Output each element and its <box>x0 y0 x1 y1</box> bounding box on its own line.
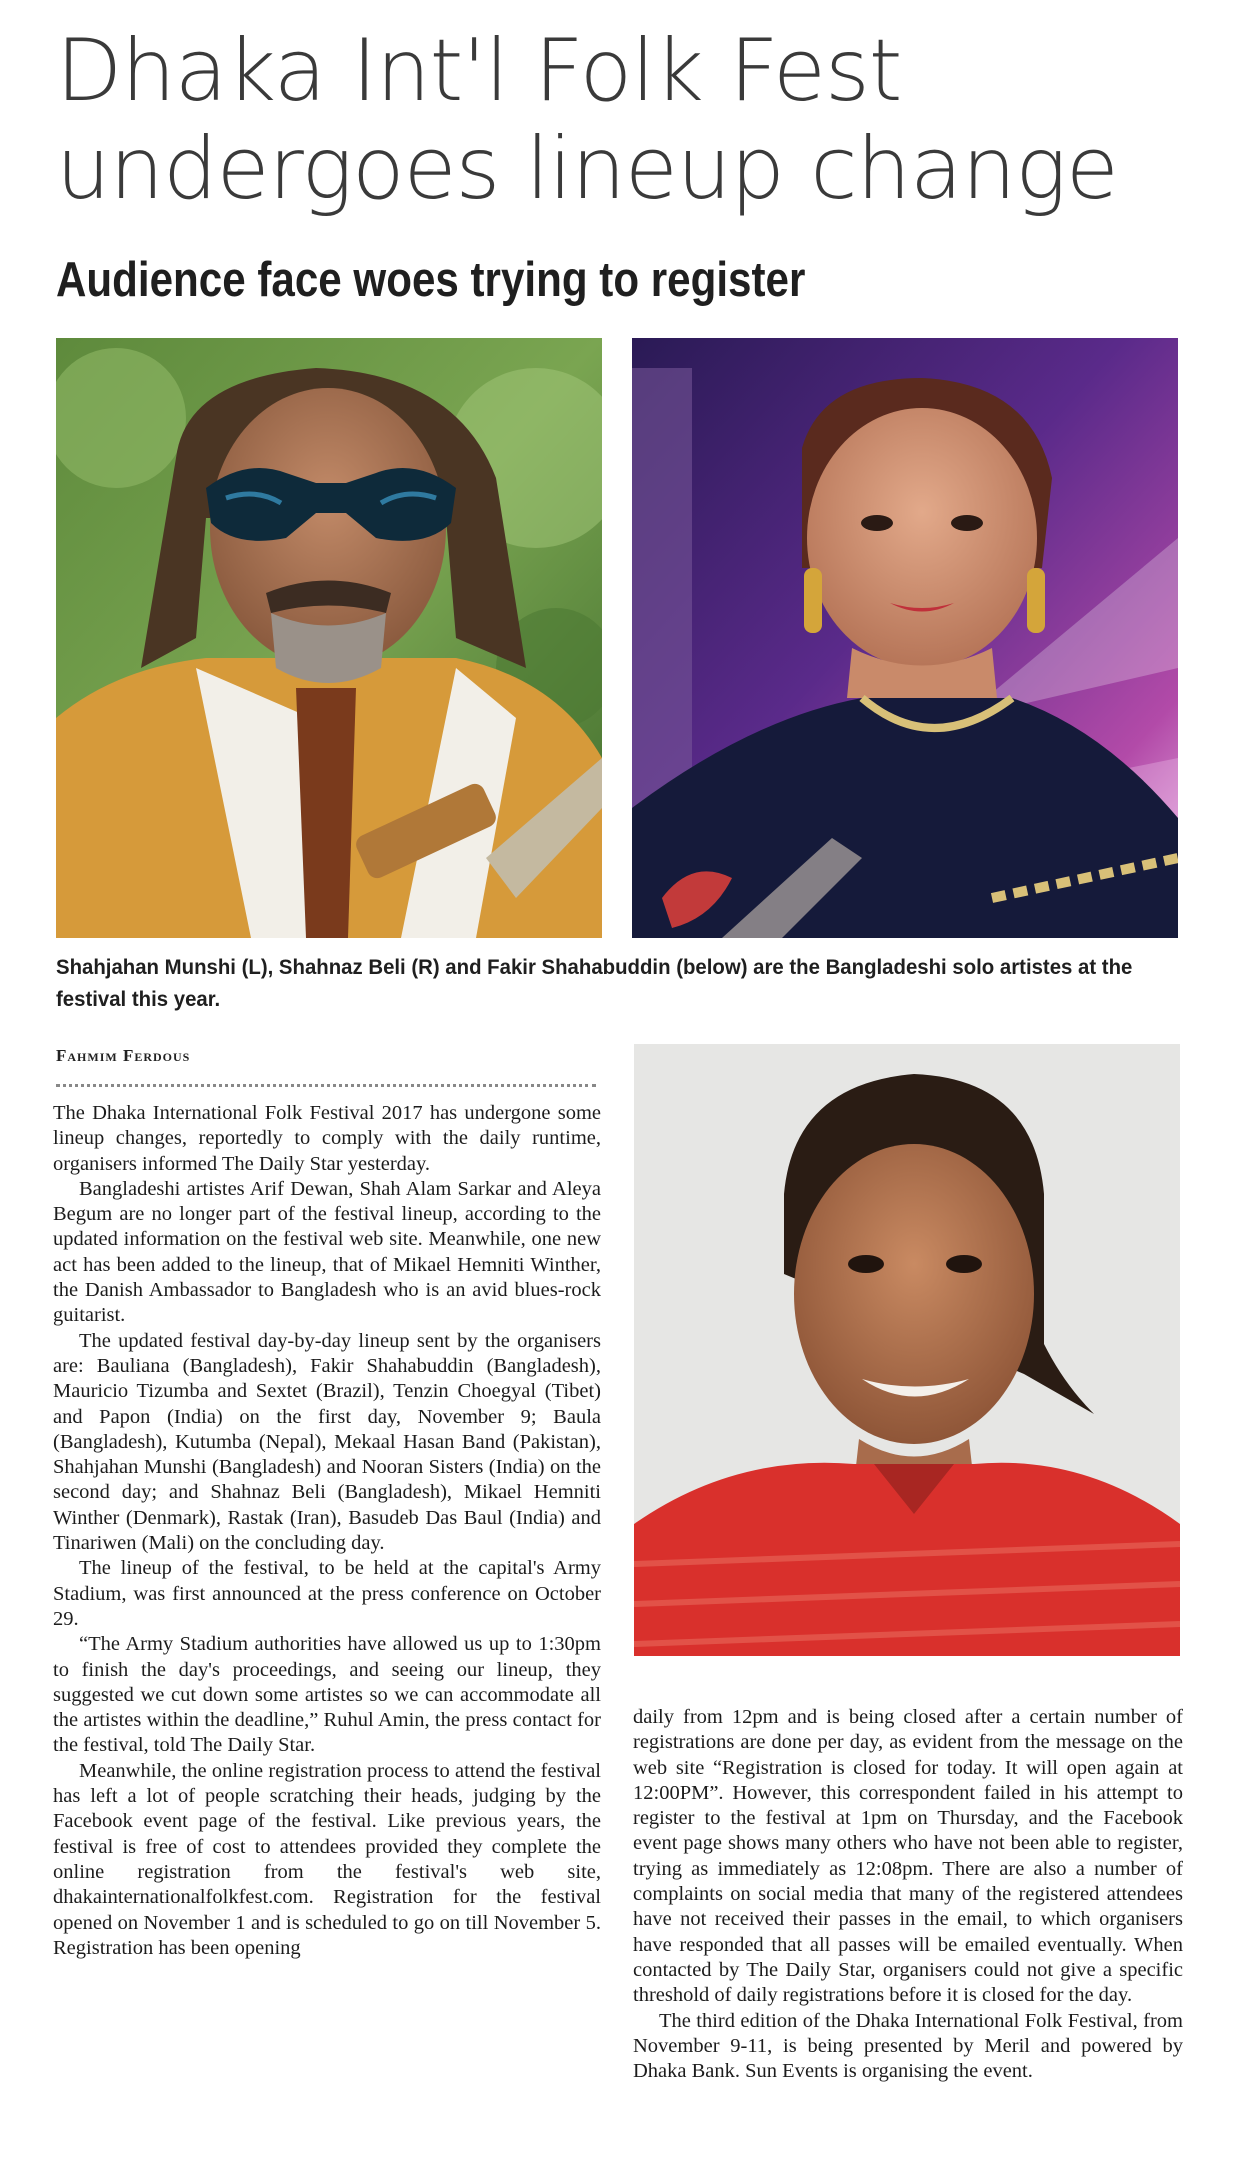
headline-line-1: Dhaka Int'l Folk Fest <box>56 21 902 121</box>
body-paragraph: The third edition of the Dhaka International Folk Festival, from November 9-11, is being presented by Meril and powered by Dhaka Bank. Sun Events is organising the event. <box>633 2009 1183 2083</box>
body-paragraph: The updated festival day-by-day lineup sent by the organisers are: Bauliana (Bangladesh), Fakir Shahabuddin (Bangladesh), Mauricio Tizumba and Sextet (Brazil), Tenzin Choegyal (Tibet) and Papon (India) on the first day, November 9; Baula (Bangladesh), Kutumba (Nepal), Mekaal Hasan Band (Pakistan), Shahjahan Munshi (Bangladesh) and Nooran Sisters (India) on the second day; and Shahnaz Beli (Bangladesh), Mikael Hemniti Winther (Denmark), Rastak (Iran), Basudeb Das Baul (India) and Tinariwen (Mali) on the concluding day. <box>53 1329 601 1555</box>
body-paragraph: Bangladeshi artistes Arif Dewan, Shah Alam Sarkar and Aleya Begum are no longer part of the festival lineup, according to the updated information on the festival web site. Meanwhile, one new act has been added to the lineup, that of Mikael Hemniti Winther, the Danish Ambassador to Bangladesh who is an avid blues-rock guitarist. <box>53 1177 601 1327</box>
byline-divider <box>56 1084 596 1087</box>
body-paragraph: The lineup of the festival, to be held at the capital's Army Stadium, was first announced at the press conference on October 29. <box>53 1557 601 1630</box>
photo-left-image <box>56 338 602 938</box>
photo-right <box>632 338 1178 938</box>
photo-right-image <box>632 338 1178 938</box>
body-paragraph: daily from 12pm and is being closed after a certain number of registrations are done per day, as evident from the message on the web site “Registration is closed for today. It will open again at 12:00PM”. However, this correspondent failed in his attempt to register to the festival at 1pm on Thursday, and the Facebook event page shows many others who have not been able to register, trying as immediately as 12:08pm. There are also a number of complaints on social media that many of the registered attendees have not received their passes in the email, to which organisers have responded that all passes will be emailed eventually. When contacted by The Daily Star, organisers could not give a specific threshold of daily registrations before it is closed for the day. <box>633 1706 1183 2007</box>
photo-lower-image <box>634 1044 1180 1656</box>
body-paragraph: Meanwhile, the online registration process to attend the festival has left a lot of people scratching their heads, judging by the Facebook event page of the festival. Like previous years, the festival is free of cost to attendees provided they complete the online registration from the festival's web site, dhakainternationalfolkfest.com. Registration for the festival opened on November 1 and is scheduled to go on till November 5. Registration has been opening <box>53 1759 601 1959</box>
subheadline: Audience face woes trying to register <box>56 253 806 307</box>
body-column-right <box>633 1705 1183 2084</box>
headline <box>56 22 1206 218</box>
photo-caption: Shahjahan Munshi (L), Shahnaz Beli (R) and Fakir Shahabuddin (below) are the Bangladeshi solo artistes at the festival this year. <box>56 956 1133 1011</box>
byline: Fahmim Ferdous <box>56 1046 191 1065</box>
photo-left <box>56 338 602 938</box>
headline-line-2: undergoes lineup change <box>56 119 1118 219</box>
body-paragraph: The Dhaka International Folk Festival 2017 has undergone some lineup changes, reportedly to comply with the daily runtime, organisers informed The Daily Star yesterday. <box>53 1102 601 1175</box>
photo-lower <box>634 1044 1180 1656</box>
body-column-left <box>53 1101 601 1961</box>
body-paragraph: “The Army Stadium authorities have allowed us up to 1:30pm to finish the day's proceedings, and seeing our lineup, they suggested we cut down some artistes so we can accommodate all the artistes within the deadline,” Ruhul Amin, the press contact for the festival, told The Daily Star. <box>53 1633 601 1757</box>
